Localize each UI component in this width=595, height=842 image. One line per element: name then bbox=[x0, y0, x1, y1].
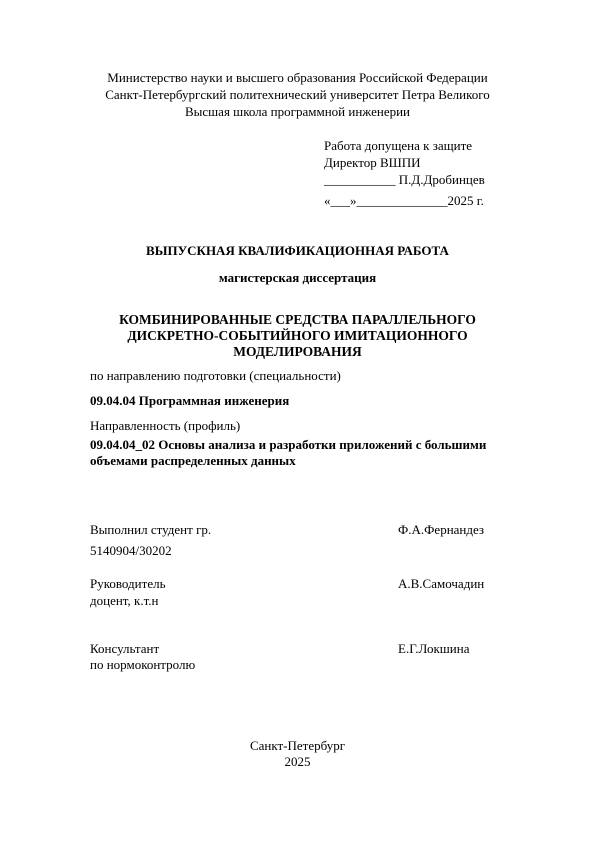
work-type: ВЫПУСКНАЯ КВАЛИФИКАЦИОННАЯ РАБОТА bbox=[146, 243, 449, 258]
ministry-line: Министерство науки и высшего образования Российской Федерации bbox=[107, 70, 488, 85]
approval-line-1: Работа допущена к защите bbox=[324, 138, 473, 153]
student-name: Ф.А.Фернандез bbox=[398, 522, 485, 537]
supervisor-name: А.В.Самочадин bbox=[398, 576, 485, 591]
consultant-role: по нормоконтролю bbox=[90, 657, 196, 672]
profile-value-line-2: объемами распределенных данных bbox=[90, 453, 296, 468]
footer-city: Санкт-Петербург bbox=[249, 738, 346, 753]
school-line: Высшая школа программной инженерии bbox=[185, 104, 410, 119]
consultant-label: Консультант bbox=[90, 641, 160, 656]
thesis-title-line-1: КОМБИНИРОВАННЫЕ СРЕДСТВА ПАРАЛЛЕЛЬНОГО bbox=[119, 312, 476, 327]
approval-signature-line: ___________ П.Д.Дробинцев bbox=[324, 172, 485, 187]
approval-line-2: Директор ВШПИ bbox=[324, 155, 421, 170]
supervisor-label: Руководитель bbox=[90, 576, 166, 591]
profile-label: Направленность (профиль) bbox=[90, 418, 241, 433]
thesis-title-line-3: МОДЕЛИРОВАНИЯ bbox=[233, 344, 362, 359]
supervisor-title: доцент, к.т.н bbox=[90, 593, 159, 608]
direction-label: по направлению подготовки (специальности) bbox=[90, 368, 341, 383]
work-subtype: магистерская диссертация bbox=[218, 270, 377, 285]
profile-value-line-1: 09.04.04_02 Основы анализа и разработки приложений с большими bbox=[90, 437, 487, 452]
thesis-title-line-2: ДИСКРЕТНО-СОБЫТИЙНОГО ИМИТАЦИОННОГО bbox=[127, 328, 468, 343]
approval-date-line: «___»______________2025 г. bbox=[324, 193, 484, 208]
consultant-name: Е.Г.Локшина bbox=[398, 641, 470, 656]
student-label: Выполнил студент гр. bbox=[90, 522, 212, 537]
direction-value: 09.04.04 Программная инженерия bbox=[90, 393, 290, 408]
student-group: 5140904/30202 bbox=[90, 543, 172, 558]
footer-year: 2025 bbox=[284, 754, 311, 769]
university-line: Санкт-Петербургский политехнический университет Петра Великого bbox=[105, 87, 490, 102]
